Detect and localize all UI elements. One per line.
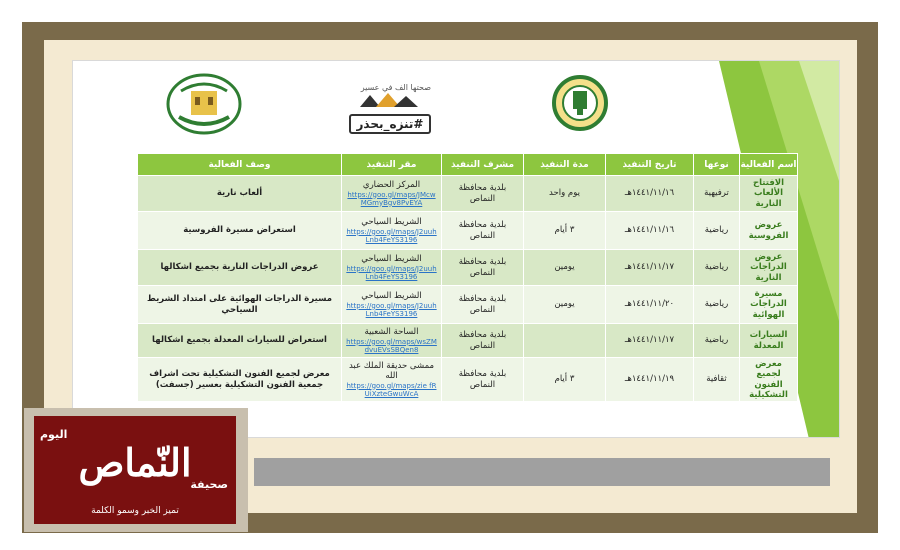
event-venue-cell bbox=[342, 358, 442, 402]
event-description: استعراض مسيرة الفروسية bbox=[138, 212, 342, 250]
event-venue-cell bbox=[342, 324, 442, 358]
venue-map-link[interactable]: https://goo.gl/maps/J2uuhLnb4FeYS3196 bbox=[346, 227, 437, 244]
event-type: رياضية bbox=[694, 250, 740, 286]
table-row bbox=[138, 176, 798, 212]
event-date: ١٤٤١/١١/١٧هـ bbox=[606, 250, 694, 286]
amanat-emblem-icon bbox=[549, 75, 611, 131]
table-row bbox=[138, 212, 798, 250]
header-supervisor: مشرف التنفيذ bbox=[442, 154, 524, 176]
header-duration: مدة التنفيذ bbox=[524, 154, 606, 176]
event-venue-cell bbox=[342, 176, 442, 212]
table-header-row bbox=[138, 154, 798, 176]
event-type: ثقافية bbox=[694, 358, 740, 402]
event-date: ١٤٤١/١١/١٧هـ bbox=[606, 324, 694, 358]
municipality-emblem-icon bbox=[165, 73, 243, 135]
event-supervisor: بلدية محافظة النماص bbox=[442, 176, 524, 212]
event-supervisor: بلدية محافظة النماص bbox=[442, 286, 524, 324]
event-supervisor: بلدية محافظة النماص bbox=[442, 212, 524, 250]
table-row bbox=[138, 324, 798, 358]
event-venue: الشريط السياحي bbox=[361, 217, 422, 228]
venue-map-link[interactable]: https://goo.gl/maps/J2uuhLnb4FeYS3196 bbox=[346, 264, 437, 281]
caption-bar bbox=[254, 458, 830, 486]
event-supervisor: بلدية محافظة النماص bbox=[442, 358, 524, 402]
table-row bbox=[138, 250, 798, 286]
header-type: نوعها bbox=[694, 154, 740, 176]
amanat-logo bbox=[549, 75, 611, 135]
event-description: استعراض للسيارات المعدلة بجميع اشكالها bbox=[138, 324, 342, 358]
event-venue: المركز الحضاري bbox=[362, 180, 421, 191]
event-description: عروض الدراجات النارية بجميع اشكالها bbox=[138, 250, 342, 286]
event-description: ألعاب نارية bbox=[138, 176, 342, 212]
event-venue: الساحة الشعبية bbox=[364, 327, 419, 338]
venue-map-link[interactable]: https://goo.gl/maps/wsZMdvuEVsSBQen8 bbox=[346, 337, 437, 354]
slide bbox=[72, 60, 840, 438]
campaign-hashtag: #تنزه_بحذر bbox=[349, 114, 430, 134]
header-description: وصف الفعالية bbox=[138, 154, 342, 176]
brand-prefix: صحيفة bbox=[190, 478, 228, 491]
brand-tagline: تميز الخبر وسمو الكلمة bbox=[91, 506, 179, 516]
event-type: رياضية bbox=[694, 212, 740, 250]
event-date: ١٤٤١/١١/١٦هـ bbox=[606, 176, 694, 212]
event-venue: الشريط السياحي bbox=[361, 254, 422, 265]
event-date: ١٤٤١/١١/١٩هـ bbox=[606, 358, 694, 402]
header-event-name: اسم الفعالية bbox=[740, 154, 798, 176]
header-date: تاريخ التنفيذ bbox=[606, 154, 694, 176]
event-type: ترفيهية bbox=[694, 176, 740, 212]
event-duration: ٣ أيام bbox=[524, 358, 606, 402]
table-row bbox=[138, 358, 798, 402]
event-description: معرض لجميع الفنون التشكيلية تحت اشراف جمعية الفنون التشكيلية بعسير (جسفت) bbox=[138, 358, 342, 402]
brand-suffix: اليوم bbox=[40, 428, 68, 441]
event-date: ١٤٤١/١١/١٦هـ bbox=[606, 212, 694, 250]
event-name: معرض لجميع الفنون التشكيلية bbox=[740, 358, 798, 402]
event-duration bbox=[524, 324, 606, 358]
campaign-logo bbox=[335, 83, 445, 134]
venue-map-link[interactable]: https://goo.gl/maps/J2uuhLnb4FeYS3196 bbox=[346, 301, 437, 318]
events-table bbox=[137, 153, 798, 402]
event-name: عروض الفروسية bbox=[740, 212, 798, 250]
event-venue: ممشى حديقة الملك عبد الله bbox=[348, 361, 435, 382]
event-name: عروض الدراجات النارية bbox=[740, 250, 798, 286]
event-venue-cell bbox=[342, 286, 442, 324]
brand-title: النّماص bbox=[78, 440, 192, 485]
event-venue-cell bbox=[342, 250, 442, 286]
event-venue: الشريط السياحي bbox=[361, 291, 422, 302]
event-supervisor: بلدية محافظة النماص bbox=[442, 250, 524, 286]
mountains-icon bbox=[360, 93, 420, 107]
event-name: مسيرة الدراجات الهوائية bbox=[740, 286, 798, 324]
venue-map-link[interactable]: https://goo.gl/maps/zie fRUiXzteGwuWcA bbox=[346, 381, 437, 398]
brand-logo bbox=[34, 416, 236, 524]
campaign-slogan: صحتها الف في عسير bbox=[360, 83, 431, 92]
table-row bbox=[138, 286, 798, 324]
event-type: رياضية bbox=[694, 324, 740, 358]
event-supervisor: بلدية محافظة النماص bbox=[442, 324, 524, 358]
event-name: الافتتاح الألعاب النارية bbox=[740, 176, 798, 212]
event-name: السيارات المعدلة bbox=[740, 324, 798, 358]
venue-map-link[interactable]: https://goo.gl/maps/JMcwMGmyBgv8PvEYA bbox=[347, 190, 436, 207]
event-duration: يومين bbox=[524, 250, 606, 286]
event-venue-cell bbox=[342, 212, 442, 250]
event-duration: يوم واحد bbox=[524, 176, 606, 212]
event-type: رياضية bbox=[694, 286, 740, 324]
header-venue: مقر التنفيذ bbox=[342, 154, 442, 176]
event-description: مسيرة الدراجات الهوائية على امتداد الشريط السياحي bbox=[138, 286, 342, 324]
municipality-logo bbox=[165, 73, 243, 139]
event-date: ١٤٤١/١١/٢٠هـ bbox=[606, 286, 694, 324]
event-duration: يومين bbox=[524, 286, 606, 324]
event-duration: ٣ أيام bbox=[524, 212, 606, 250]
